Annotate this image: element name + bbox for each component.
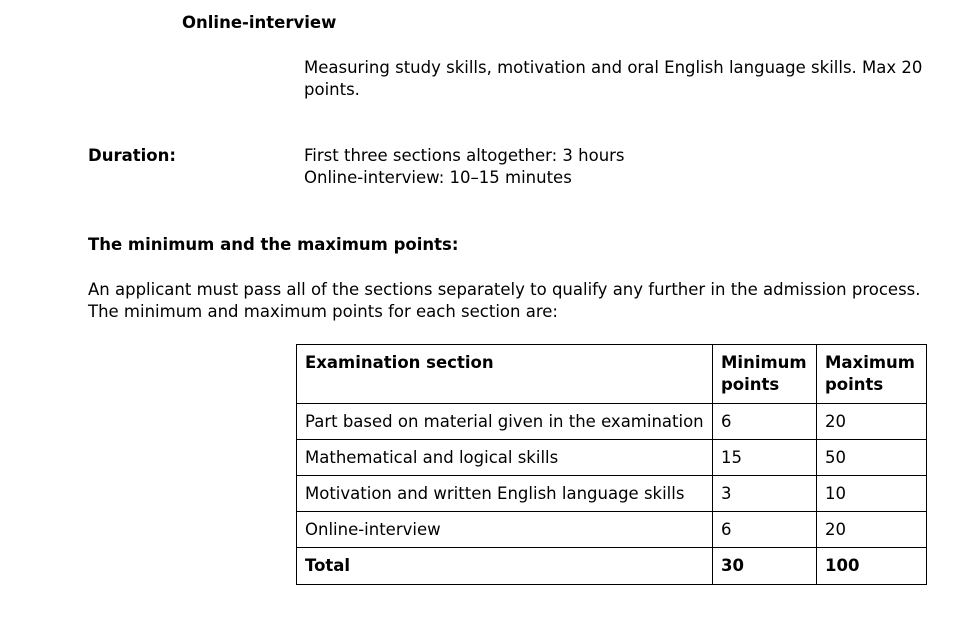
min-cell: 3 [713, 476, 817, 512]
section-cell: Online-interview [297, 512, 713, 548]
duration-line: First three sections altogether: 3 hours [304, 146, 625, 165]
points-table [296, 344, 927, 585]
header-max-line: points [825, 375, 884, 394]
header-minimum-points [713, 345, 817, 404]
table-header-row [297, 345, 927, 404]
table-total-row [297, 548, 927, 585]
table-row [297, 512, 927, 548]
min-cell: 15 [713, 440, 817, 476]
online-interview-description [304, 57, 944, 101]
max-cell: 10 [817, 476, 927, 512]
header-maximum-points [817, 345, 927, 404]
section-cell: Part based on material given in the examination [297, 404, 713, 440]
description-line: Measuring study skills, motivation and oral English language skills. Max 20 [304, 58, 923, 77]
intro-line: An applicant must pass all of the sections separately to qualify any further in the admission process. [88, 280, 921, 299]
total-label-cell: Total [297, 548, 713, 585]
header-examination-section: Examination section [297, 345, 713, 404]
total-max-cell: 100 [817, 548, 927, 585]
intro-line: The minimum and maximum points for each section are: [88, 302, 558, 321]
table-row [297, 404, 927, 440]
table-row [297, 440, 927, 476]
max-cell: 20 [817, 512, 927, 548]
online-interview-heading: Online-interview [182, 13, 337, 32]
min-cell: 6 [713, 404, 817, 440]
max-cell: 20 [817, 404, 927, 440]
description-line: points. [304, 80, 360, 99]
points-heading: The minimum and the maximum points: [88, 235, 459, 254]
min-cell: 6 [713, 512, 817, 548]
duration-label: Duration: [88, 146, 176, 165]
section-cell: Mathematical and logical skills [297, 440, 713, 476]
section-cell: Motivation and written English language skills [297, 476, 713, 512]
total-min-cell: 30 [713, 548, 817, 585]
duration-line: Online-interview: 10–15 minutes [304, 168, 572, 187]
header-max-line: Maximum [825, 353, 915, 372]
table-row [297, 476, 927, 512]
header-min-line: points [721, 375, 780, 394]
duration-details [304, 145, 625, 189]
points-intro [88, 279, 948, 323]
header-min-line: Minimum [721, 353, 807, 372]
max-cell: 50 [817, 440, 927, 476]
